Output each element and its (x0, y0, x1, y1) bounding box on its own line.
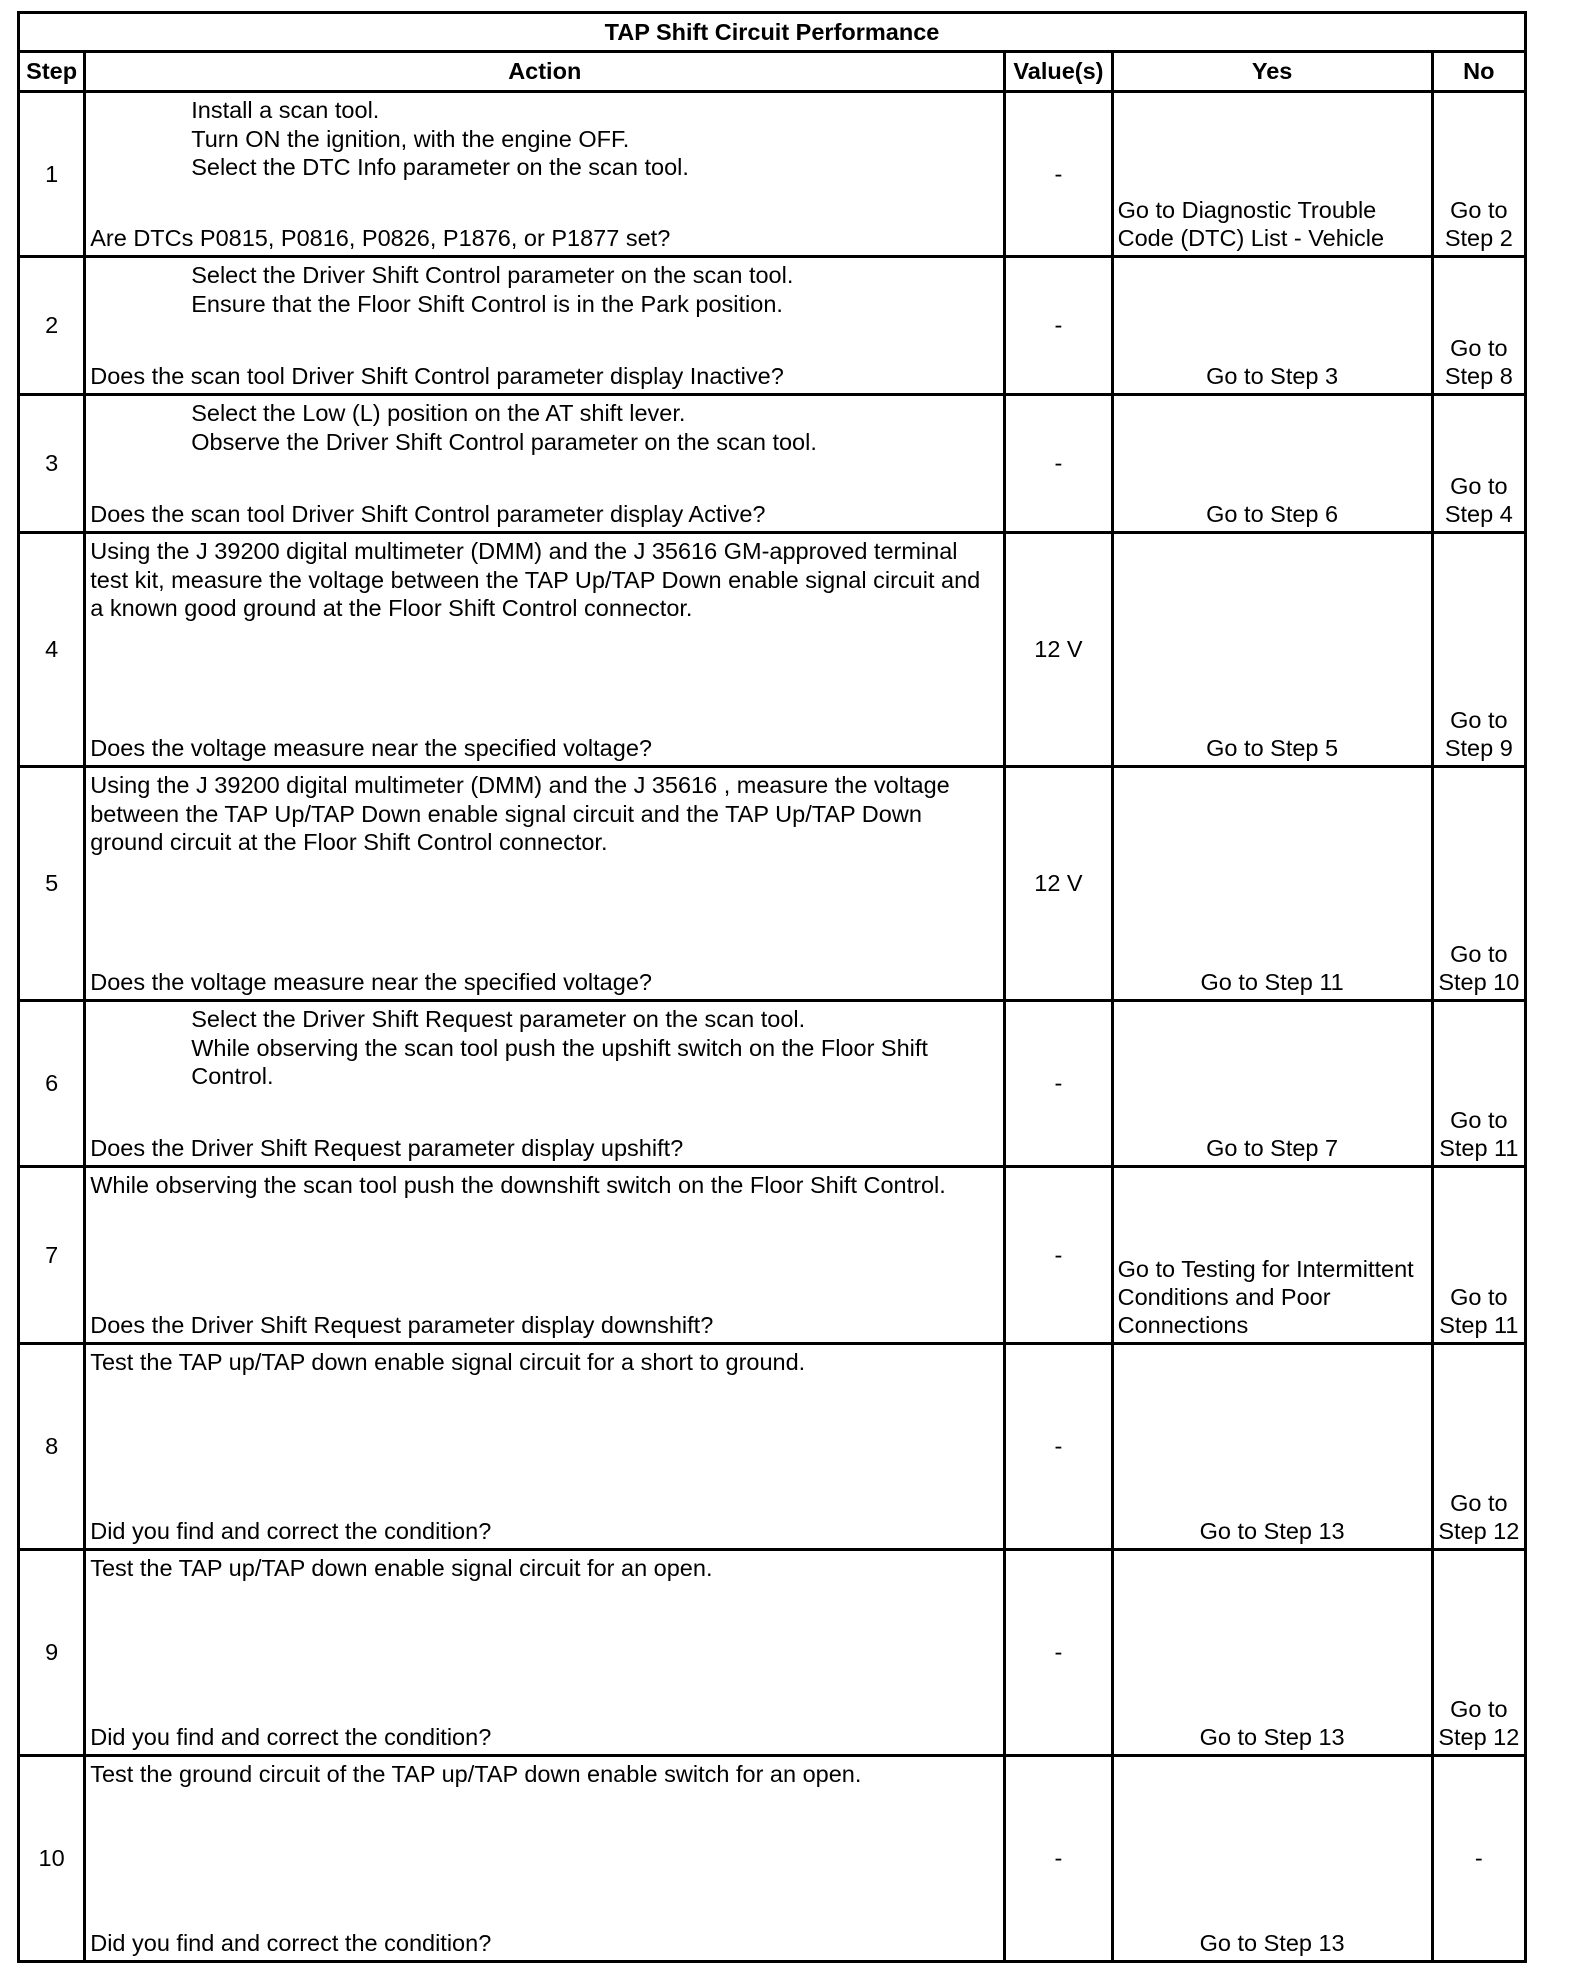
no-cell: Go to Step 10 (1432, 767, 1525, 1001)
header-values: Value(s) (1005, 52, 1112, 92)
action-cell (85, 395, 1005, 533)
step-number: 8 (19, 1344, 85, 1550)
table-row (19, 92, 1526, 257)
header-no: No (1432, 52, 1525, 92)
step-number: 1 (19, 92, 85, 257)
question: Did you find and correct the condition? (90, 1517, 492, 1544)
instruction: Turn ON the ignition, with the engine OFF. (191, 125, 630, 152)
yes-cell: Go to Step 13 (1112, 1344, 1432, 1550)
action-cell (85, 257, 1005, 395)
action-cell (85, 533, 1005, 767)
instruction: Using the J 39200 digital multimeter (DMM) and the J 35616 GM-approved terminal test kit, measure the voltage between the TAP Up/TAP Down enable signal circuit and a known good ground at the Floor Shift Control connector. (90, 538, 981, 621)
question: Does the scan tool Driver Shift Control parameter display Inactive? (90, 362, 784, 389)
instruction: Install a scan tool. (191, 97, 380, 123)
header-step: Step (19, 52, 85, 92)
table-row (19, 767, 1526, 1001)
value-cell: - (1005, 92, 1112, 257)
instruction: Using the J 39200 digital multimeter (DMM) and the J 35616 , measure the voltage between the TAP Up/TAP Down enable signal circuit and the TAP Up/TAP Down ground circuit at the Floor Shift Control connector. (90, 772, 950, 855)
table-title: TAP Shift Circuit Performance (19, 13, 1526, 52)
table-row (19, 1756, 1526, 1962)
no-cell: Go to Step 11 (1432, 1001, 1525, 1167)
table-row (19, 1550, 1526, 1756)
table-row (19, 1344, 1526, 1550)
no-cell: Go to Step 11 (1432, 1167, 1525, 1344)
question: Does the scan tool Driver Shift Control parameter display Active? (90, 500, 766, 527)
step-number: 10 (19, 1756, 85, 1962)
value-cell: - (1005, 257, 1112, 395)
yes-cell: Go to Testing for Intermittent Conditions and Poor Connections (1112, 1167, 1432, 1344)
instruction: Select the Driver Shift Control parameter on the scan tool. (191, 262, 794, 288)
question: Does the Driver Shift Request parameter display upshift? (90, 1134, 684, 1161)
step-number: 9 (19, 1550, 85, 1756)
yes-cell: Go to Step 11 (1112, 767, 1432, 1001)
yes-cell: Go to Step 3 (1112, 257, 1432, 395)
question: Does the voltage measure near the specified voltage? (90, 968, 652, 995)
question: Did you find and correct the condition? (90, 1929, 492, 1956)
table-row (19, 1167, 1526, 1344)
instruction: While observing the scan tool push the upshift switch on the Floor Shift Control. (191, 1034, 928, 1089)
no-cell: Go to Step 4 (1432, 395, 1525, 533)
yes-cell: Go to Step 13 (1112, 1550, 1432, 1756)
instruction: Select the Low (L) position on the AT shift lever. (191, 400, 686, 426)
diagnostic-table (17, 11, 1527, 1963)
yes-cell: Go to Step 13 (1112, 1756, 1432, 1962)
value-cell: 12 V (1005, 767, 1112, 1001)
action-cell (85, 92, 1005, 257)
value-cell: 12 V (1005, 533, 1112, 767)
question: Does the Driver Shift Request parameter display downshift? (90, 1311, 714, 1338)
action-cell (85, 767, 1005, 1001)
yes-cell: Go to Step 6 (1112, 395, 1432, 533)
header-yes: Yes (1112, 52, 1432, 92)
action-cell (85, 1550, 1005, 1756)
no-cell: Go to Step 9 (1432, 533, 1525, 767)
step-number: 4 (19, 533, 85, 767)
instruction: Observe the Driver Shift Control parameter on the scan tool. (191, 428, 817, 455)
instruction: Select the Driver Shift Request parameter on the scan tool. (191, 1006, 806, 1032)
table-row (19, 257, 1526, 395)
action-cell (85, 1167, 1005, 1344)
no-cell: Go to Step 12 (1432, 1344, 1525, 1550)
value-cell: - (1005, 1167, 1112, 1344)
header-action: Action (85, 52, 1005, 92)
table-row (19, 395, 1526, 533)
value-cell: - (1005, 1001, 1112, 1167)
step-number: 2 (19, 257, 85, 395)
yes-cell: Go to Step 5 (1112, 533, 1432, 767)
instruction: While observing the scan tool push the downshift switch on the Floor Shift Control. (90, 1172, 946, 1198)
instruction: Test the TAP up/TAP down enable signal circuit for a short to ground. (90, 1349, 806, 1375)
table-row (19, 1001, 1526, 1167)
step-number: 7 (19, 1167, 85, 1344)
value-cell: - (1005, 1344, 1112, 1550)
step-number: 3 (19, 395, 85, 533)
value-cell: - (1005, 395, 1112, 533)
question: Does the voltage measure near the specified voltage? (90, 734, 652, 761)
no-cell: Go to Step 12 (1432, 1550, 1525, 1756)
instruction: Select the DTC Info parameter on the scan tool. (191, 154, 689, 180)
action-cell (85, 1344, 1005, 1550)
question: Are DTCs P0815, P0816, P0826, P1876, or P1877 set? (90, 224, 671, 251)
value-cell: - (1005, 1550, 1112, 1756)
instruction: Ensure that the Floor Shift Control is in the Park position. (191, 290, 783, 317)
step-number: 5 (19, 767, 85, 1001)
instruction: Test the ground circuit of the TAP up/TAP down enable switch for an open. (90, 1761, 862, 1787)
table-row (19, 533, 1526, 767)
no-cell: Go to Step 8 (1432, 257, 1525, 395)
yes-cell: Go to Step 7 (1112, 1001, 1432, 1167)
yes-cell: Go to Diagnostic Trouble Code (DTC) List - Vehicle (1112, 92, 1432, 257)
action-cell (85, 1756, 1005, 1962)
value-cell: - (1005, 1756, 1112, 1962)
no-cell: Go to Step 2 (1432, 92, 1525, 257)
question: Did you find and correct the condition? (90, 1723, 492, 1750)
action-cell (85, 1001, 1005, 1167)
step-number: 6 (19, 1001, 85, 1167)
no-cell: - (1432, 1756, 1525, 1962)
instruction: Test the TAP up/TAP down enable signal circuit for an open. (90, 1555, 713, 1581)
